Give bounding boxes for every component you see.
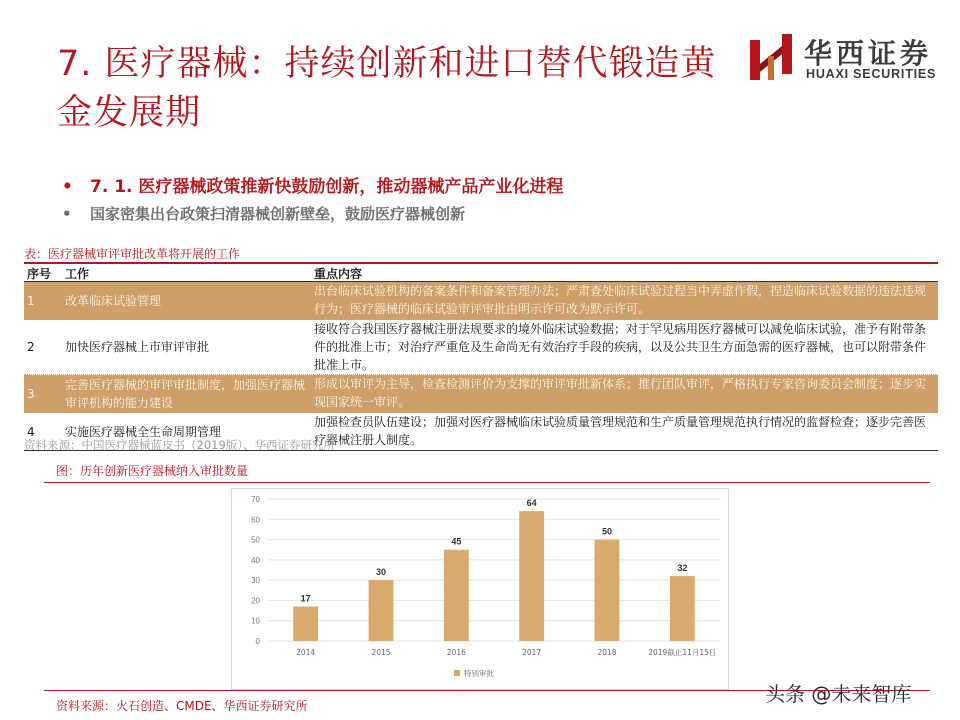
- reform-table: [24, 262, 938, 451]
- table-row: [24, 320, 938, 375]
- header-key: 重点内容: [314, 267, 363, 281]
- logo-english-name: HUAXI SECURITIES: [806, 67, 937, 81]
- x-tick-label: 2014: [296, 648, 316, 657]
- header-work: 工作: [65, 267, 90, 281]
- row-no: 2: [27, 340, 35, 354]
- y-tick-label: 10: [251, 616, 260, 626]
- bullet-icon: •: [62, 205, 72, 223]
- row-work: 加快医疗器械上市审评审批: [65, 340, 210, 354]
- x-tick-label: 2016: [446, 648, 466, 657]
- y-tick-label: 30: [251, 576, 260, 586]
- header-no: 序号: [27, 267, 52, 281]
- bar: [519, 511, 544, 641]
- section-heading: [62, 172, 563, 197]
- sub-bullet-text: 国家密集出台政策扫清器械创新壁垒，鼓励医疗器械创新: [90, 205, 466, 223]
- bar: [369, 580, 394, 641]
- bar-value-label: 64: [526, 498, 537, 509]
- legend-swatch: [454, 670, 460, 676]
- table-row: [24, 282, 938, 320]
- slide-title: 7. 医疗器械：持续创新和进口替代锻造黄金发展期: [57, 44, 717, 133]
- x-tick-label: 2015: [371, 648, 391, 657]
- table-source: 资料来源：中国医疗器械蓝皮书（2019版）、华西证券研究所: [24, 438, 336, 452]
- y-tick-label: 0: [255, 637, 260, 646]
- bar: [670, 576, 695, 641]
- row-key: 出台临床试验机构的备案条件和备案管理办法；严肃查处临床试验过程当中弄虚作假，捏造临床试验数据的违法违规行为；医疗器械的临床试验审评审批由明示许可改为默示许可。: [314, 284, 927, 316]
- logo-chinese-name: 华西证券: [804, 37, 933, 70]
- bar: [444, 550, 469, 641]
- bar-value-label: 50: [601, 526, 613, 537]
- bar-value-label: 17: [300, 593, 311, 604]
- bar-value-label: 30: [375, 567, 387, 578]
- section-heading-text: 7. 1. 医疗器械政策推新快鼓励创新，推动器械产品产业化进程: [90, 177, 564, 197]
- bar-value-label: 32: [677, 563, 688, 574]
- bar: [293, 607, 318, 641]
- x-tick-label: 2019截止11月15日: [648, 648, 717, 657]
- row-no: 1: [27, 293, 35, 308]
- row-no: 3: [27, 386, 35, 401]
- chart-caption: 图：历年创新医疗器械纳入审批数量: [56, 464, 249, 478]
- row-key: 形成以审评为主导，检查检测评价为支撑的审评审批新体系；推行团队审评，严格执行专家咨询委员会制度；逐步实现国家统一审评。: [314, 377, 927, 409]
- row-no: 4: [27, 424, 35, 439]
- table-header: [24, 264, 938, 282]
- x-tick-label: 2018: [597, 648, 617, 657]
- table-row: [24, 375, 938, 413]
- row-key: 接收符合我国医疗器械注册法规要求的境外临床试验数据；对于罕见病用医疗器械可以减免临床试验，准予有附带条件的批准上市；对治疗严重危及生命尚无有效治疗手段的疾病，以及公共卫生方面急需的医疗器械，也可以附带条件批准上市。: [314, 322, 927, 372]
- huaxi-logo: [748, 34, 948, 84]
- y-tick-label: 40: [251, 555, 260, 565]
- bar-value-label: 45: [451, 536, 462, 547]
- bar: [595, 540, 620, 641]
- legend-label: 特别审批: [464, 669, 494, 678]
- chart-svg: [232, 489, 728, 689]
- row-work: 改革临床试验管理: [65, 293, 162, 308]
- row-key: 加强检查员队伍建设；加强对医疗器械临床试验质量管理规范和生产质量管理规范执行情况的监督检查；逐步完善医疗器械注册人制度。: [314, 415, 927, 447]
- watermark: 头条 @未来智库: [765, 682, 912, 706]
- chart-source: 资料来源：火石创造、CMDE、华西证券研究所: [56, 699, 308, 713]
- row-work: 完善医疗器械的审评审批制度，加强医疗器械审评机构的能力建设: [65, 377, 306, 410]
- sub-bullet: [62, 203, 465, 224]
- y-tick-label: 50: [251, 535, 260, 545]
- bullet-icon: •: [62, 177, 73, 197]
- table-caption: 表：医疗器械审评审批改革将开展的工作: [24, 247, 241, 261]
- bar-chart: [231, 488, 729, 690]
- y-tick-label: 60: [251, 515, 260, 525]
- y-tick-label: 70: [251, 495, 260, 504]
- x-tick-label: 2017: [522, 648, 542, 657]
- huaxi-logo-mark-icon: [748, 34, 796, 82]
- row-work: 实施医疗器械全生命周期管理: [65, 424, 222, 439]
- y-tick-label: 20: [251, 596, 260, 606]
- chart-divider: [44, 482, 930, 483]
